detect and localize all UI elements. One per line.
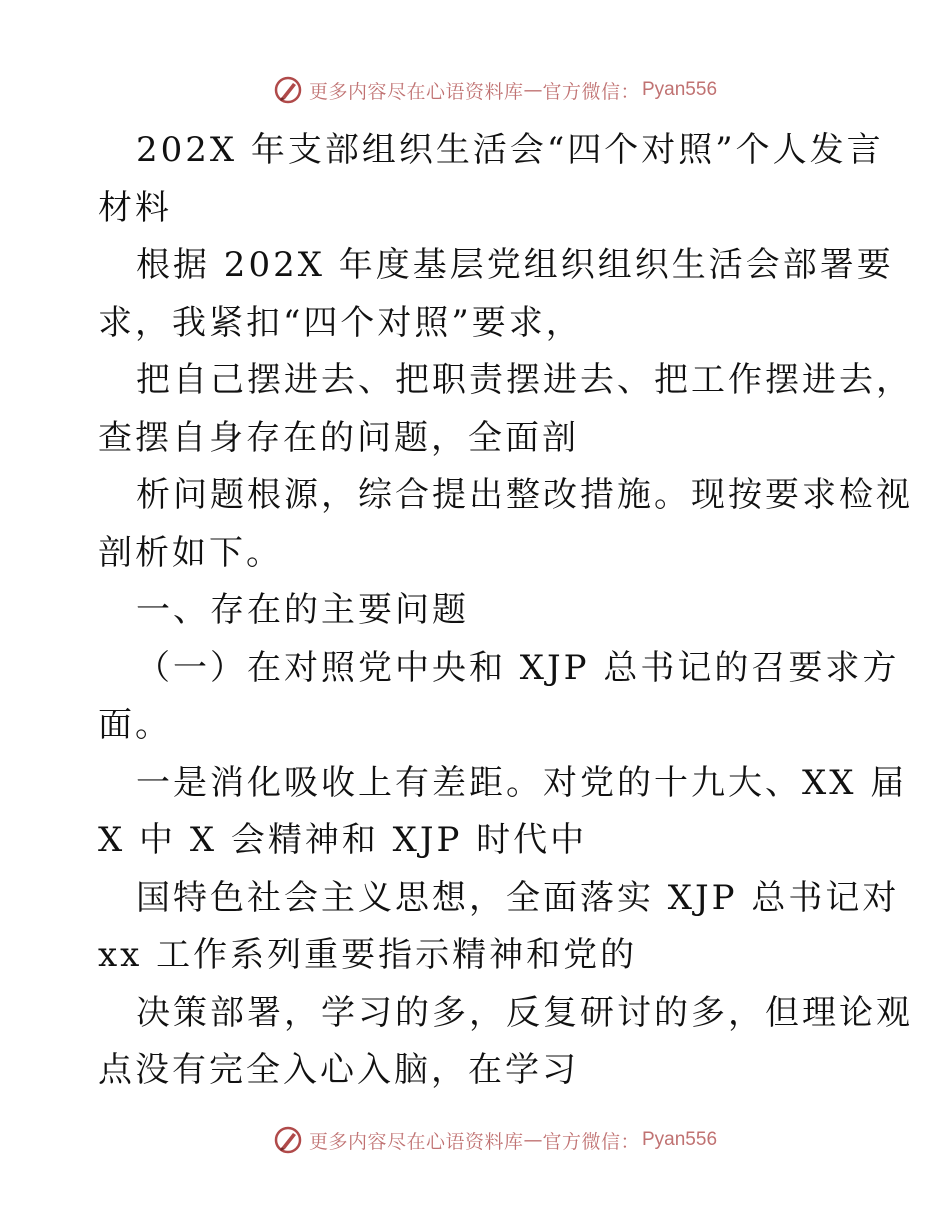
pen-logo-icon bbox=[273, 75, 303, 105]
watermark-dash: — bbox=[523, 1129, 543, 1151]
paragraph-line: 把自己摆进去、把职责摆进去、把工作摆进去， bbox=[136, 360, 913, 400]
paragraph-line: 剖析如下。 bbox=[98, 532, 283, 573]
pen-logo-icon bbox=[273, 1125, 303, 1155]
paragraph-line: 根据 202X 年度基层党组织组织生活会部署要 bbox=[136, 245, 894, 285]
watermark-text: 更多内容尽在心语资料库 bbox=[308, 80, 524, 103]
paragraph-line: xx 工作系列重要指示精神和党的 bbox=[98, 935, 638, 975]
subsection-heading-continued: 面。 bbox=[98, 705, 172, 745]
section-heading: 一、存在的主要问题 bbox=[136, 590, 469, 630]
paragraph-line: X 中 X 会精神和 XJP 时代中 bbox=[98, 820, 588, 860]
watermark-account-id: Pyan556 bbox=[642, 79, 718, 100]
paragraph-line: 一是消化吸收上有差距。对党的十九大、XX 届 bbox=[136, 762, 908, 803]
paragraph-line: 决策部署，学习的多，反复研讨的多，但理论观 bbox=[136, 992, 913, 1033]
watermark-account-id: Pyan556 bbox=[642, 1129, 718, 1150]
watermark-account-label: 官方微信： bbox=[542, 80, 640, 103]
watermark-text: 更多内容尽在心语资料库 bbox=[308, 1130, 524, 1153]
document-title-line-1: 202X 年支部组织生活会“四个对照”个人发言 bbox=[136, 130, 884, 170]
header-watermark bbox=[0, 70, 950, 110]
subsection-heading: （一）在对照党中央和 XJP 总书记的召要求方 bbox=[136, 647, 900, 688]
document-title-line-2: 材料 bbox=[98, 187, 172, 228]
paragraph-line: 国特色社会主义思想，全面落实 XJP 总书记对 bbox=[136, 877, 900, 918]
watermark-account-label: 官方微信： bbox=[542, 1130, 640, 1153]
paragraph-line: 析问题根源，综合提出整改措施。现按要求检视 bbox=[136, 475, 913, 515]
watermark-dash: — bbox=[523, 79, 543, 101]
paragraph-line: 查摆自身存在的问题，全面剖 bbox=[98, 417, 579, 458]
footer-watermark bbox=[0, 1120, 950, 1160]
document-body bbox=[98, 122, 913, 1100]
paragraph-line: 求，我紧扣“四个对照”要求， bbox=[98, 302, 583, 343]
paragraph-line: 点没有完全入心入脑，在学习 bbox=[98, 1050, 579, 1090]
